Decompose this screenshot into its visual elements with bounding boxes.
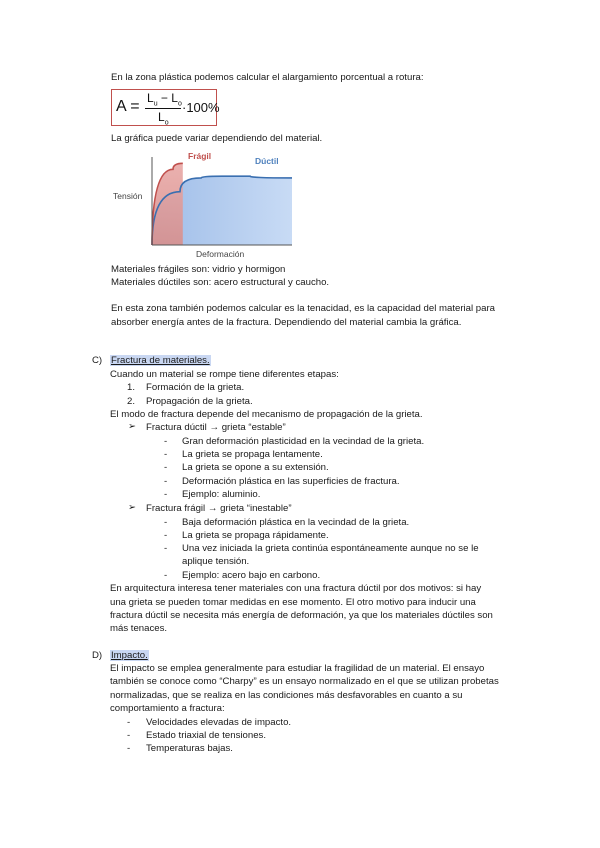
x-axis-label: Deformación	[196, 249, 245, 259]
fragil-area	[152, 163, 183, 245]
dash-bullet: -	[127, 717, 131, 728]
ductil-item: Gran deformación plasticidad en la vecindad de la grieta.	[182, 436, 425, 447]
formula-denominator: $L_o$	[158, 110, 169, 127]
section-c-intro: Cuando un material se rompe tiene diferentes etapas:	[110, 369, 339, 380]
section-c-marker: C)	[92, 355, 103, 366]
legend-fragil: Frágil	[188, 151, 212, 161]
impact-line: comportamiento a fractura:	[110, 703, 225, 714]
dash-bullet: -	[164, 543, 168, 554]
stage-2-text: Propagación de la grieta.	[146, 396, 253, 407]
impact-item: Velocidades elevadas de impacto.	[146, 717, 292, 728]
closing-line: En arquitectura interesa tener materiales con una fractura dúctil por dos motivos: si hay	[110, 583, 482, 594]
impact-item: Temperaturas bajas.	[146, 743, 233, 754]
formula-fraction-bar	[145, 108, 181, 109]
dash-bullet: -	[164, 462, 168, 473]
fragil-item: Baja deformación plástica en la vecindad de la grieta.	[182, 517, 410, 528]
dash-bullet: -	[164, 517, 168, 528]
tenacidad-line-2: absorber energía antes de la fractura. Dependiendo del material cambia la gráfica.	[111, 317, 462, 328]
closing-line: una grieta se pueden tomar medidas en ese momento. El otro motivo para inducir una	[110, 597, 476, 608]
section-d-title: Impacto.	[111, 650, 148, 661]
ductil-item: Ejemplo: aluminio.	[182, 489, 261, 500]
arrow-bullet-icon: ➢	[128, 421, 137, 432]
formula-numerator: $L_u - L_o$	[147, 91, 182, 108]
formula-times: ·100%	[182, 100, 220, 115]
fragil-item: La grieta se propaga rápidamente.	[182, 530, 329, 541]
impact-line: normalizadas, que se realiza en las condiciones más desfavorables en cuanto a su	[110, 690, 463, 701]
stress-strain-chart	[110, 147, 310, 262]
fragil-item: Una vez iniciada la grieta continúa espontáneamente aunque no se le	[182, 543, 479, 554]
section-c-title: Fractura de materiales.	[111, 355, 210, 366]
dash-bullet: -	[127, 743, 131, 754]
arrow-bullet-icon: ➢	[128, 502, 137, 513]
stage-1-text: Formación de la grieta.	[146, 382, 245, 393]
formula-lhs: A =	[116, 98, 140, 115]
impact-item: Estado triaxial de tensiones.	[146, 730, 266, 741]
materials-fragiles: Materiales frágiles son: vidrio y hormigon	[111, 264, 286, 275]
legend-ductil: Dúctil	[255, 156, 279, 166]
impact-line: El impacto se emplea generalmente para estudiar la fragilidad de un material. El ensayo	[110, 663, 485, 674]
stage-2-num: 2.	[127, 396, 136, 407]
dash-bullet: -	[164, 530, 168, 541]
closing-line: más tenaces.	[110, 623, 168, 634]
dash-bullet: -	[164, 436, 168, 447]
ductil-item: La grieta se propaga lentamente.	[182, 449, 323, 460]
fracture-mode: El modo de fractura depende del mecanismo de propagación de la grieta.	[110, 409, 423, 420]
impact-line: también se conoce como “Charpy” es un ensayo normalizado en el que se utilizan probetas	[110, 676, 499, 687]
tenacidad-line-1: En esta zona también podemos calcular es la tenacidad, es la capacidad del material para	[111, 303, 495, 314]
intro-line-1: En la zona plástica podemos calcular el alargamiento porcentual a rotura:	[111, 72, 424, 83]
fragil-item: Ejemplo: acero bajo en carbono.	[182, 570, 321, 581]
materials-ductiles: Materiales dúctiles son: acero estructural y caucho.	[111, 277, 330, 288]
ductil-item: Deformación plástica en las superficies de fractura.	[182, 476, 400, 487]
elongation-formula	[111, 89, 220, 127]
ductil-item: La grieta se opone a su extensión.	[182, 462, 329, 473]
dash-bullet: -	[164, 449, 168, 460]
closing-line: fractura dúctil se necesita más energía de deformación, ya que los materiales dúctiles son	[110, 610, 493, 621]
dash-bullet: -	[127, 730, 131, 741]
fragil-item-cont: aplique tensión.	[182, 556, 250, 567]
dash-bullet: -	[164, 570, 168, 581]
section-d-marker: D)	[92, 650, 103, 661]
ductil-title: Fractura dúctil → grieta “estable”	[146, 422, 286, 433]
fragil-title: Fractura frágil → grieta “inestable”	[146, 503, 292, 514]
dash-bullet: -	[164, 489, 168, 500]
intro-line-2: La gráfica puede variar dependiendo del material.	[111, 133, 323, 144]
stage-1-num: 1.	[127, 382, 136, 393]
dash-bullet: -	[164, 476, 168, 487]
y-axis-label: Tensión	[113, 191, 143, 201]
